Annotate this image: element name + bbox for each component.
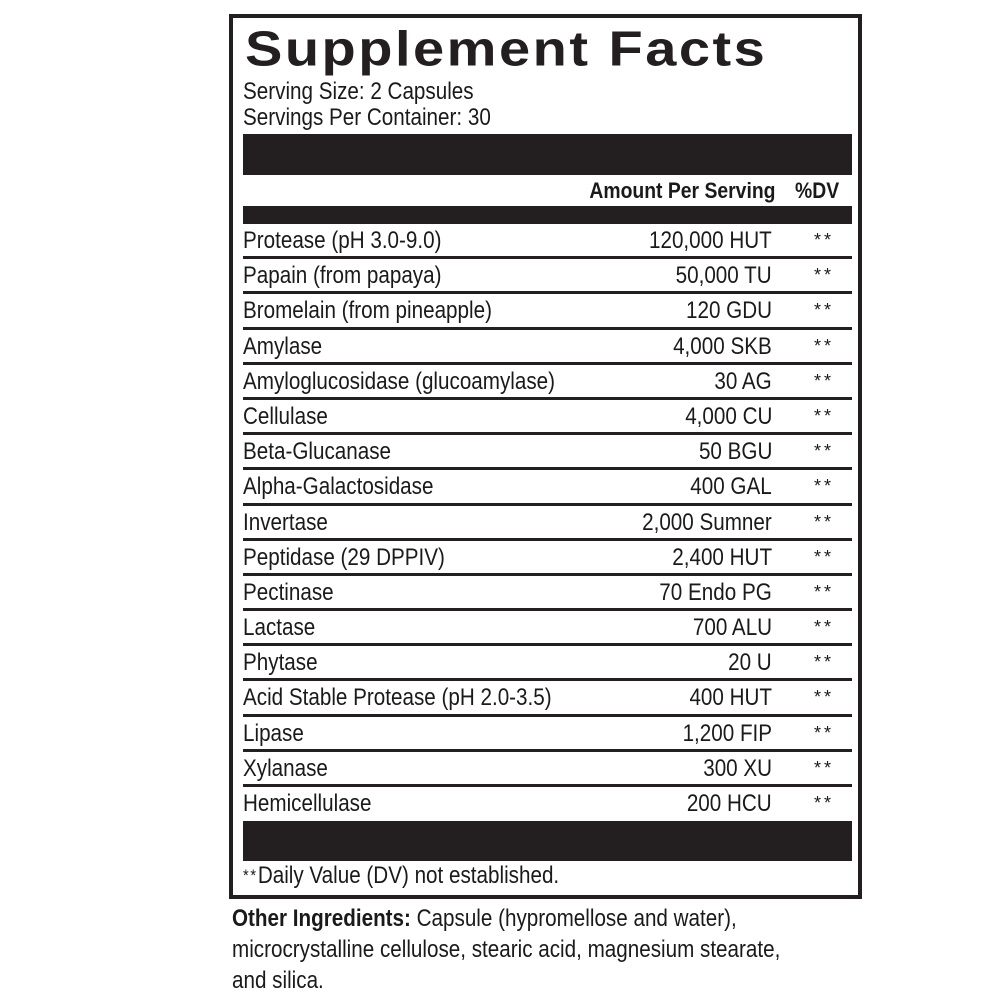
ingredient-row xyxy=(243,576,852,611)
ingredient-amount: 4,000 CU xyxy=(684,402,772,430)
ingredient-name: Alpha-Galactosidase xyxy=(243,473,434,501)
ingredient-dv: ** xyxy=(813,757,834,778)
ingredient-dv: ** xyxy=(813,335,834,356)
ingredient-row xyxy=(243,611,852,646)
ingredient-name: Lactase xyxy=(243,614,316,642)
other-ingredients-text: Capsule (hypromellose and water), microcrystalline cellulose, stearic acid, magnesium stearate, and silica. xyxy=(232,905,781,994)
ingredient-name: Invertase xyxy=(243,508,328,536)
ingredient-dv: ** xyxy=(813,793,834,813)
ingredient-name: Hemicellulase xyxy=(243,790,372,817)
ingredient-row xyxy=(243,330,852,365)
servings-per-container: Servings Per Container: 30 xyxy=(243,104,491,131)
ingredient-name: Bromelain (from pineapple) xyxy=(243,297,492,325)
ingredient-amount: 2,000 Sumner xyxy=(642,508,772,536)
ingredient-dv: ** xyxy=(813,652,834,673)
ingredient-name: Beta-Glucanase xyxy=(243,438,392,466)
other-ingredients xyxy=(232,903,817,996)
footnote xyxy=(243,864,559,888)
ingredient-dv: ** xyxy=(813,687,834,708)
ingredient-dv: ** xyxy=(813,476,834,497)
ingredient-row xyxy=(243,400,852,435)
ingredient-row xyxy=(243,646,852,681)
ingredient-dv: ** xyxy=(813,405,834,426)
ingredient-amount: 300 XU xyxy=(703,754,772,782)
ingredient-row xyxy=(243,365,852,400)
ingredient-dv: ** xyxy=(813,230,834,250)
ingredient-row xyxy=(243,435,852,470)
ingredient-row xyxy=(243,752,852,787)
ingredient-row xyxy=(243,506,852,541)
ingredient-name: Amylase xyxy=(243,332,323,360)
ingredient-row xyxy=(243,717,852,752)
ingredient-amount: 120,000 HUT xyxy=(649,227,772,254)
ingredient-amount: 20 U xyxy=(728,649,772,677)
ingredient-dv: ** xyxy=(813,617,834,638)
other-ingredients-heading: Other Ingredients: xyxy=(232,905,411,932)
panel-title: Supplement Facts xyxy=(245,20,768,76)
ingredient-amount: 700 ALU xyxy=(692,614,772,642)
serving-size: Serving Size: 2 Capsules xyxy=(243,78,474,105)
ingredient-name: Xylanase xyxy=(243,754,328,782)
ingredient-amount: 50,000 TU xyxy=(675,262,772,290)
ingredient-name: Pectinase xyxy=(243,578,334,606)
ingredient-amount: 120 GDU xyxy=(685,297,772,325)
footnote-marker: ** xyxy=(243,866,258,885)
ingredient-name: Cellulase xyxy=(243,402,328,430)
ingredient-dv: ** xyxy=(813,441,834,462)
ingredient-amount: 30 AG xyxy=(714,367,772,395)
ingredient-dv: ** xyxy=(813,370,834,391)
ingredient-list xyxy=(243,224,852,822)
amount-per-serving-header: Amount Per Serving xyxy=(588,178,775,203)
ingredient-dv: ** xyxy=(813,300,834,321)
ingredient-name: Lipase xyxy=(243,719,304,747)
ingredient-row xyxy=(243,541,852,576)
ingredient-amount: 1,200 FIP xyxy=(682,719,772,747)
ingredient-dv: ** xyxy=(813,511,834,532)
ingredient-amount: 400 HUT xyxy=(689,684,772,712)
ingredient-amount: 50 BGU xyxy=(698,438,772,466)
ingredient-name: Amyloglucosidase (glucoamylase) xyxy=(243,367,556,395)
bottom-divider xyxy=(243,821,852,861)
ingredient-name: Protease (pH 3.0-9.0) xyxy=(243,227,442,254)
ingredient-row xyxy=(243,259,852,294)
daily-value-header: %DV xyxy=(794,178,839,203)
ingredient-name: Phytase xyxy=(243,649,318,677)
ingredient-name: Acid Stable Protease (pH 2.0-3.5) xyxy=(243,684,552,712)
ingredient-amount: 200 HCU xyxy=(687,790,772,817)
ingredient-dv: ** xyxy=(813,265,834,286)
ingredient-amount: 4,000 SKB xyxy=(673,332,772,360)
ingredient-row xyxy=(243,224,852,259)
ingredient-row xyxy=(243,787,852,822)
ingredient-row xyxy=(243,681,852,716)
ingredient-dv: ** xyxy=(813,581,834,602)
ingredient-name: Papain (from papaya) xyxy=(243,262,442,290)
ingredient-row xyxy=(243,470,852,505)
supplement-facts-panel xyxy=(229,14,862,899)
ingredient-dv: ** xyxy=(813,546,834,567)
ingredient-row xyxy=(243,294,852,329)
ingredient-amount: 70 Endo PG xyxy=(659,578,772,606)
ingredient-amount: 2,400 HUT xyxy=(672,543,772,571)
thick-divider xyxy=(243,134,852,175)
header-divider xyxy=(243,206,852,224)
footnote-text: Daily Value (DV) not established. xyxy=(257,862,560,889)
ingredient-amount: 400 GAL xyxy=(690,473,772,501)
ingredient-dv: ** xyxy=(813,722,834,743)
ingredient-name: Peptidase (29 DPPIV) xyxy=(243,543,445,571)
